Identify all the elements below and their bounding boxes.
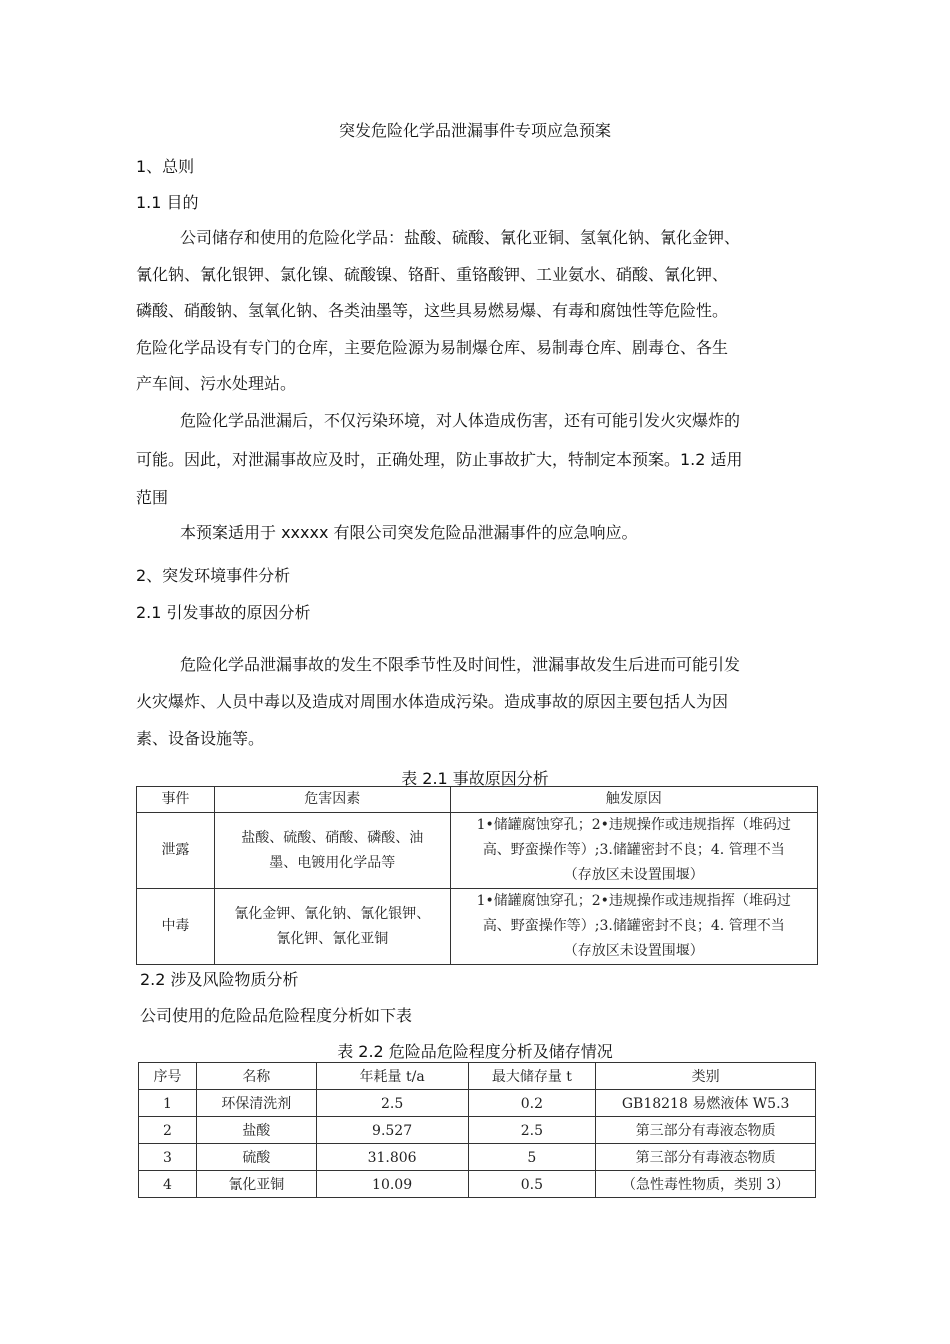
table-cell: 1: [139, 1090, 197, 1117]
paragraph-line: 火灾爆炸、人员中毒以及造成对周围水体造成污染。造成事故的原因主要包括人为因: [136, 692, 729, 711]
cell-line: 1•储罐腐蚀穿孔；2•违规操作或违规指挥（堆码过: [476, 817, 791, 833]
table-cell: 0.2: [468, 1090, 596, 1117]
cell-line: 高、野蛮操作等）;3.储罐密封不良；4. 管理不当: [482, 842, 785, 858]
table-caption: 表 2.1 事故原因分析: [401, 769, 549, 788]
column-header: 最大储存量 t: [468, 1063, 596, 1090]
table-caption: 表 2.2 危险品危险程度分析及储存情况: [337, 1042, 613, 1061]
cause-cell: [450, 889, 817, 965]
table-cell: 硫酸: [196, 1144, 316, 1171]
table-cell: 2: [139, 1117, 197, 1144]
paragraph-line: 危险化学品泄漏后，不仅污染环境，对人体造成伤害，还有可能引发火灾爆炸的: [180, 411, 741, 430]
table-cell: 0.5: [468, 1171, 596, 1198]
document-title: 突发危险化学品泄漏事件专项应急预案: [338, 121, 611, 140]
column-header: 名称: [196, 1063, 316, 1090]
column-header: 事件: [137, 787, 215, 813]
cell-line: （存放区未设置围堰）: [563, 943, 704, 959]
table-cell: 2.5: [316, 1090, 468, 1117]
table-row: [137, 813, 818, 889]
accident-cause-table: [136, 786, 818, 965]
cell-line: 氰化金钾、氰化钠、氰化银钾、: [234, 905, 431, 922]
column-header: 年耗量 t/a: [316, 1063, 468, 1090]
event-cell: 泄露: [137, 813, 215, 889]
paragraph-line: 危险化学品泄漏事故的发生不限季节性及时间性，泄漏事故发生后进而可能引发: [180, 655, 741, 674]
paragraph-line: 氰化钠、氰化银钾、氯化镍、硫酸镍、铬酐、重铬酸钾、工业氨水、硝酸、氰化钾、: [136, 265, 729, 284]
table-header-row: [137, 787, 818, 813]
paragraph-line: 素、设备设施等。: [136, 729, 265, 748]
paragraph-line: 可能。因此，对泄漏事故应及时，正确处理，防止事故扩大，特制定本预案。1.2 适用: [136, 450, 743, 469]
heading-cause-analysis: 2.1 引发事故的原因分析: [136, 603, 311, 622]
cell-line: 1•储罐腐蚀穿孔；2•违规操作或违规指挥（堆码过: [476, 893, 791, 909]
cause-cell: [450, 813, 817, 889]
hazardous-materials-table: [138, 1062, 816, 1198]
paragraph-line: 产车间、污水处理站。: [136, 374, 297, 393]
paragraph-line: 公司储存和使用的危险化学品：盐酸、硫酸、氰化亚铜、氢氧化钠、氰化金钾、: [180, 228, 741, 247]
table-cell: 第三部分有毒液态物质: [596, 1144, 816, 1171]
hazard-cell: [214, 813, 450, 889]
table-cell: 环保清洗剂: [196, 1090, 316, 1117]
hazard-cell: [214, 889, 450, 965]
table-cell: 盐酸: [196, 1117, 316, 1144]
table-row: [139, 1090, 816, 1117]
column-header: 触发原因: [450, 787, 817, 813]
cell-line: （存放区未设置围堰）: [563, 867, 704, 883]
paragraph-line: 危险化学品设有专门的仓库，主要危险源为易制爆仓库、易制毒仓库、剧毒仓、各生: [136, 338, 729, 357]
paragraph-line: 磷酸、硝酸钠、氢氧化钠、各类油墨等，这些具易燃易爆、有毒和腐蚀性等危险性。: [136, 301, 729, 320]
table-cell: 31.806: [316, 1144, 468, 1171]
table-cell: （急性毒性物质，类别 3）: [596, 1171, 816, 1198]
table-row: [139, 1144, 816, 1171]
column-header: 危害因素: [214, 787, 450, 813]
heading-purpose: 1.1 目的: [136, 193, 199, 212]
heading-risk-substances: 2.2 涉及风险物质分析: [140, 970, 299, 989]
cell-line: 盐酸、硫酸、硝酸、磷酸、油: [241, 829, 424, 846]
table-cell: 3: [139, 1144, 197, 1171]
table-row: [139, 1117, 816, 1144]
table-header-row: [139, 1063, 816, 1090]
table-cell: 第三部分有毒液态物质: [596, 1117, 816, 1144]
table-cell: GB18218 易燃液体 W5.3: [596, 1090, 816, 1117]
column-header: 序号: [139, 1063, 197, 1090]
event-cell: 中毒: [137, 889, 215, 965]
table-cell: 2.5: [468, 1117, 596, 1144]
table-cell: 9.527: [316, 1117, 468, 1144]
heading-event-analysis: 2、突发环境事件分析: [136, 566, 291, 585]
paragraph-line: 公司使用的危险品危险程度分析如下表: [140, 1006, 413, 1025]
table-row: [139, 1171, 816, 1198]
column-header: 类别: [596, 1063, 816, 1090]
table-cell: 氰化亚铜: [196, 1171, 316, 1198]
cell-line: 墨、电镀用化学品等: [269, 854, 396, 871]
table-cell: 4: [139, 1171, 197, 1198]
cell-line: 氰化钾、氰化亚铜: [276, 930, 389, 947]
table-cell: 10.09: [316, 1171, 468, 1198]
paragraph-line: 本预案适用于 xxxxx 有限公司突发危险品泄漏事件的应急响应。: [180, 523, 638, 542]
table-row: [137, 889, 818, 965]
cell-line: 高、野蛮操作等）;3.储罐密封不良；4. 管理不当: [482, 918, 785, 934]
paragraph-line: 范围: [136, 488, 169, 507]
heading-general: 1、总则: [136, 157, 195, 176]
table-cell: 5: [468, 1144, 596, 1171]
